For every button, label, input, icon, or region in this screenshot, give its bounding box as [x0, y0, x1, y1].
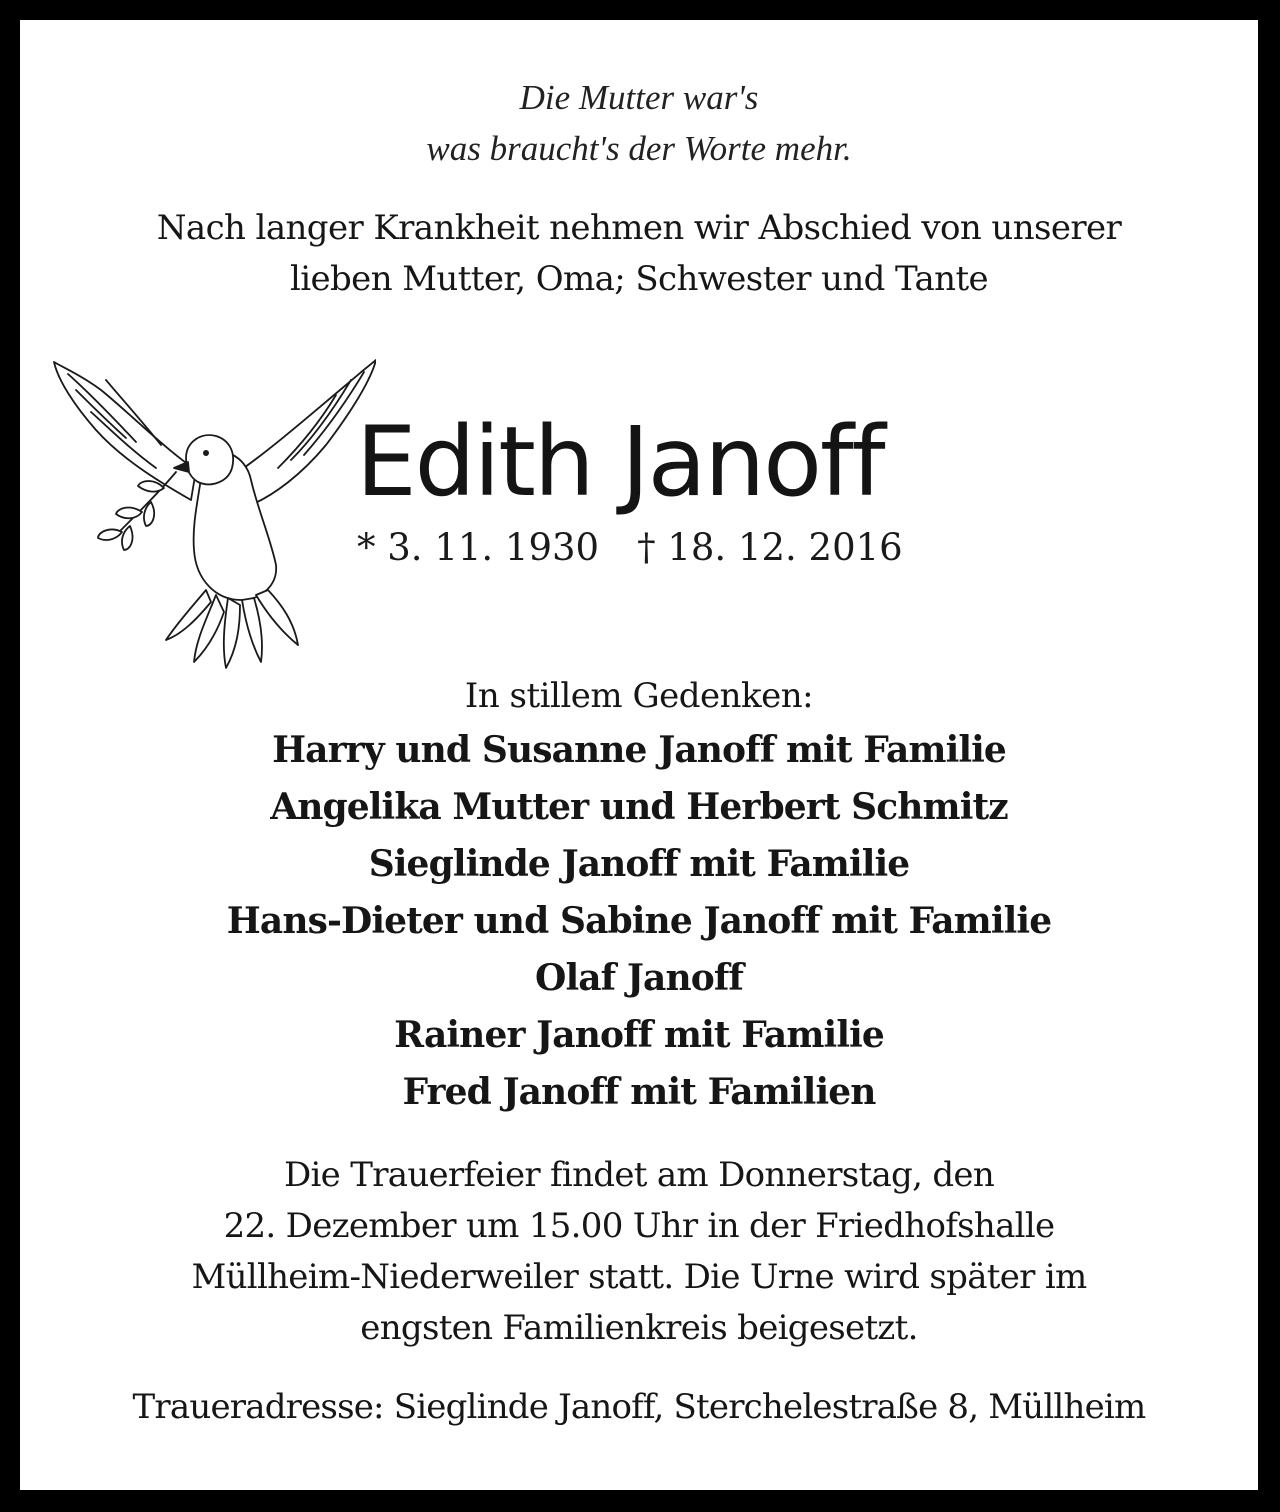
mourner-name: Rainer Janoff mit Familie [394, 1014, 884, 1056]
deceased-name: Edith Janoff [356, 406, 884, 518]
intro-text [20, 203, 1258, 305]
service-line: Müllheim-Niederweiler statt. Die Urne wird später im [191, 1257, 1087, 1297]
motto-line: Die Mutter war's [519, 78, 759, 117]
intro-line: lieben Mutter, Oma; Schwester und Tante [289, 259, 989, 299]
service-line: Die Trauerfeier findet am Donnerstag, den [283, 1155, 995, 1195]
intro-line: Nach langer Krankheit nehmen wir Abschied von unserer [156, 208, 1122, 248]
motto [20, 72, 1258, 174]
dove-with-olive-branch-icon [46, 350, 376, 670]
death-date: † 18. 12. 2016 [637, 526, 903, 569]
service-line: engsten Familienkreis beigesetzt. [360, 1308, 918, 1348]
funeral-service-info [20, 1150, 1258, 1354]
obituary-notice [20, 20, 1258, 1490]
mourning-address: Traueradresse: Sieglinde Janoff, Sterchelestraße 8, Müllheim [132, 1387, 1146, 1427]
birth-date: * 3. 11. 1930 [357, 526, 600, 569]
mourner-name: Sieglinde Janoff mit Familie [368, 843, 910, 885]
mourners-heading: In stillem Gedenken: [464, 676, 814, 716]
mourner-name: Hans-Dieter und Sabine Janoff mit Familie [226, 900, 1052, 942]
service-line: 22. Dezember um 15.00 Uhr in der Friedhofshalle [223, 1206, 1055, 1246]
motto-line: was braucht's der Worte mehr. [426, 129, 852, 168]
mourner-name: Harry und Susanne Janoff mit Familie [272, 729, 1006, 771]
mourner-name: Olaf Janoff [535, 957, 743, 999]
life-dates [357, 522, 903, 574]
mourner-name: Angelika Mutter und Herbert Schmitz [270, 786, 1008, 828]
mourner-name: Fred Janoff mit Familien [402, 1071, 876, 1113]
mourners-list [20, 722, 1258, 1121]
